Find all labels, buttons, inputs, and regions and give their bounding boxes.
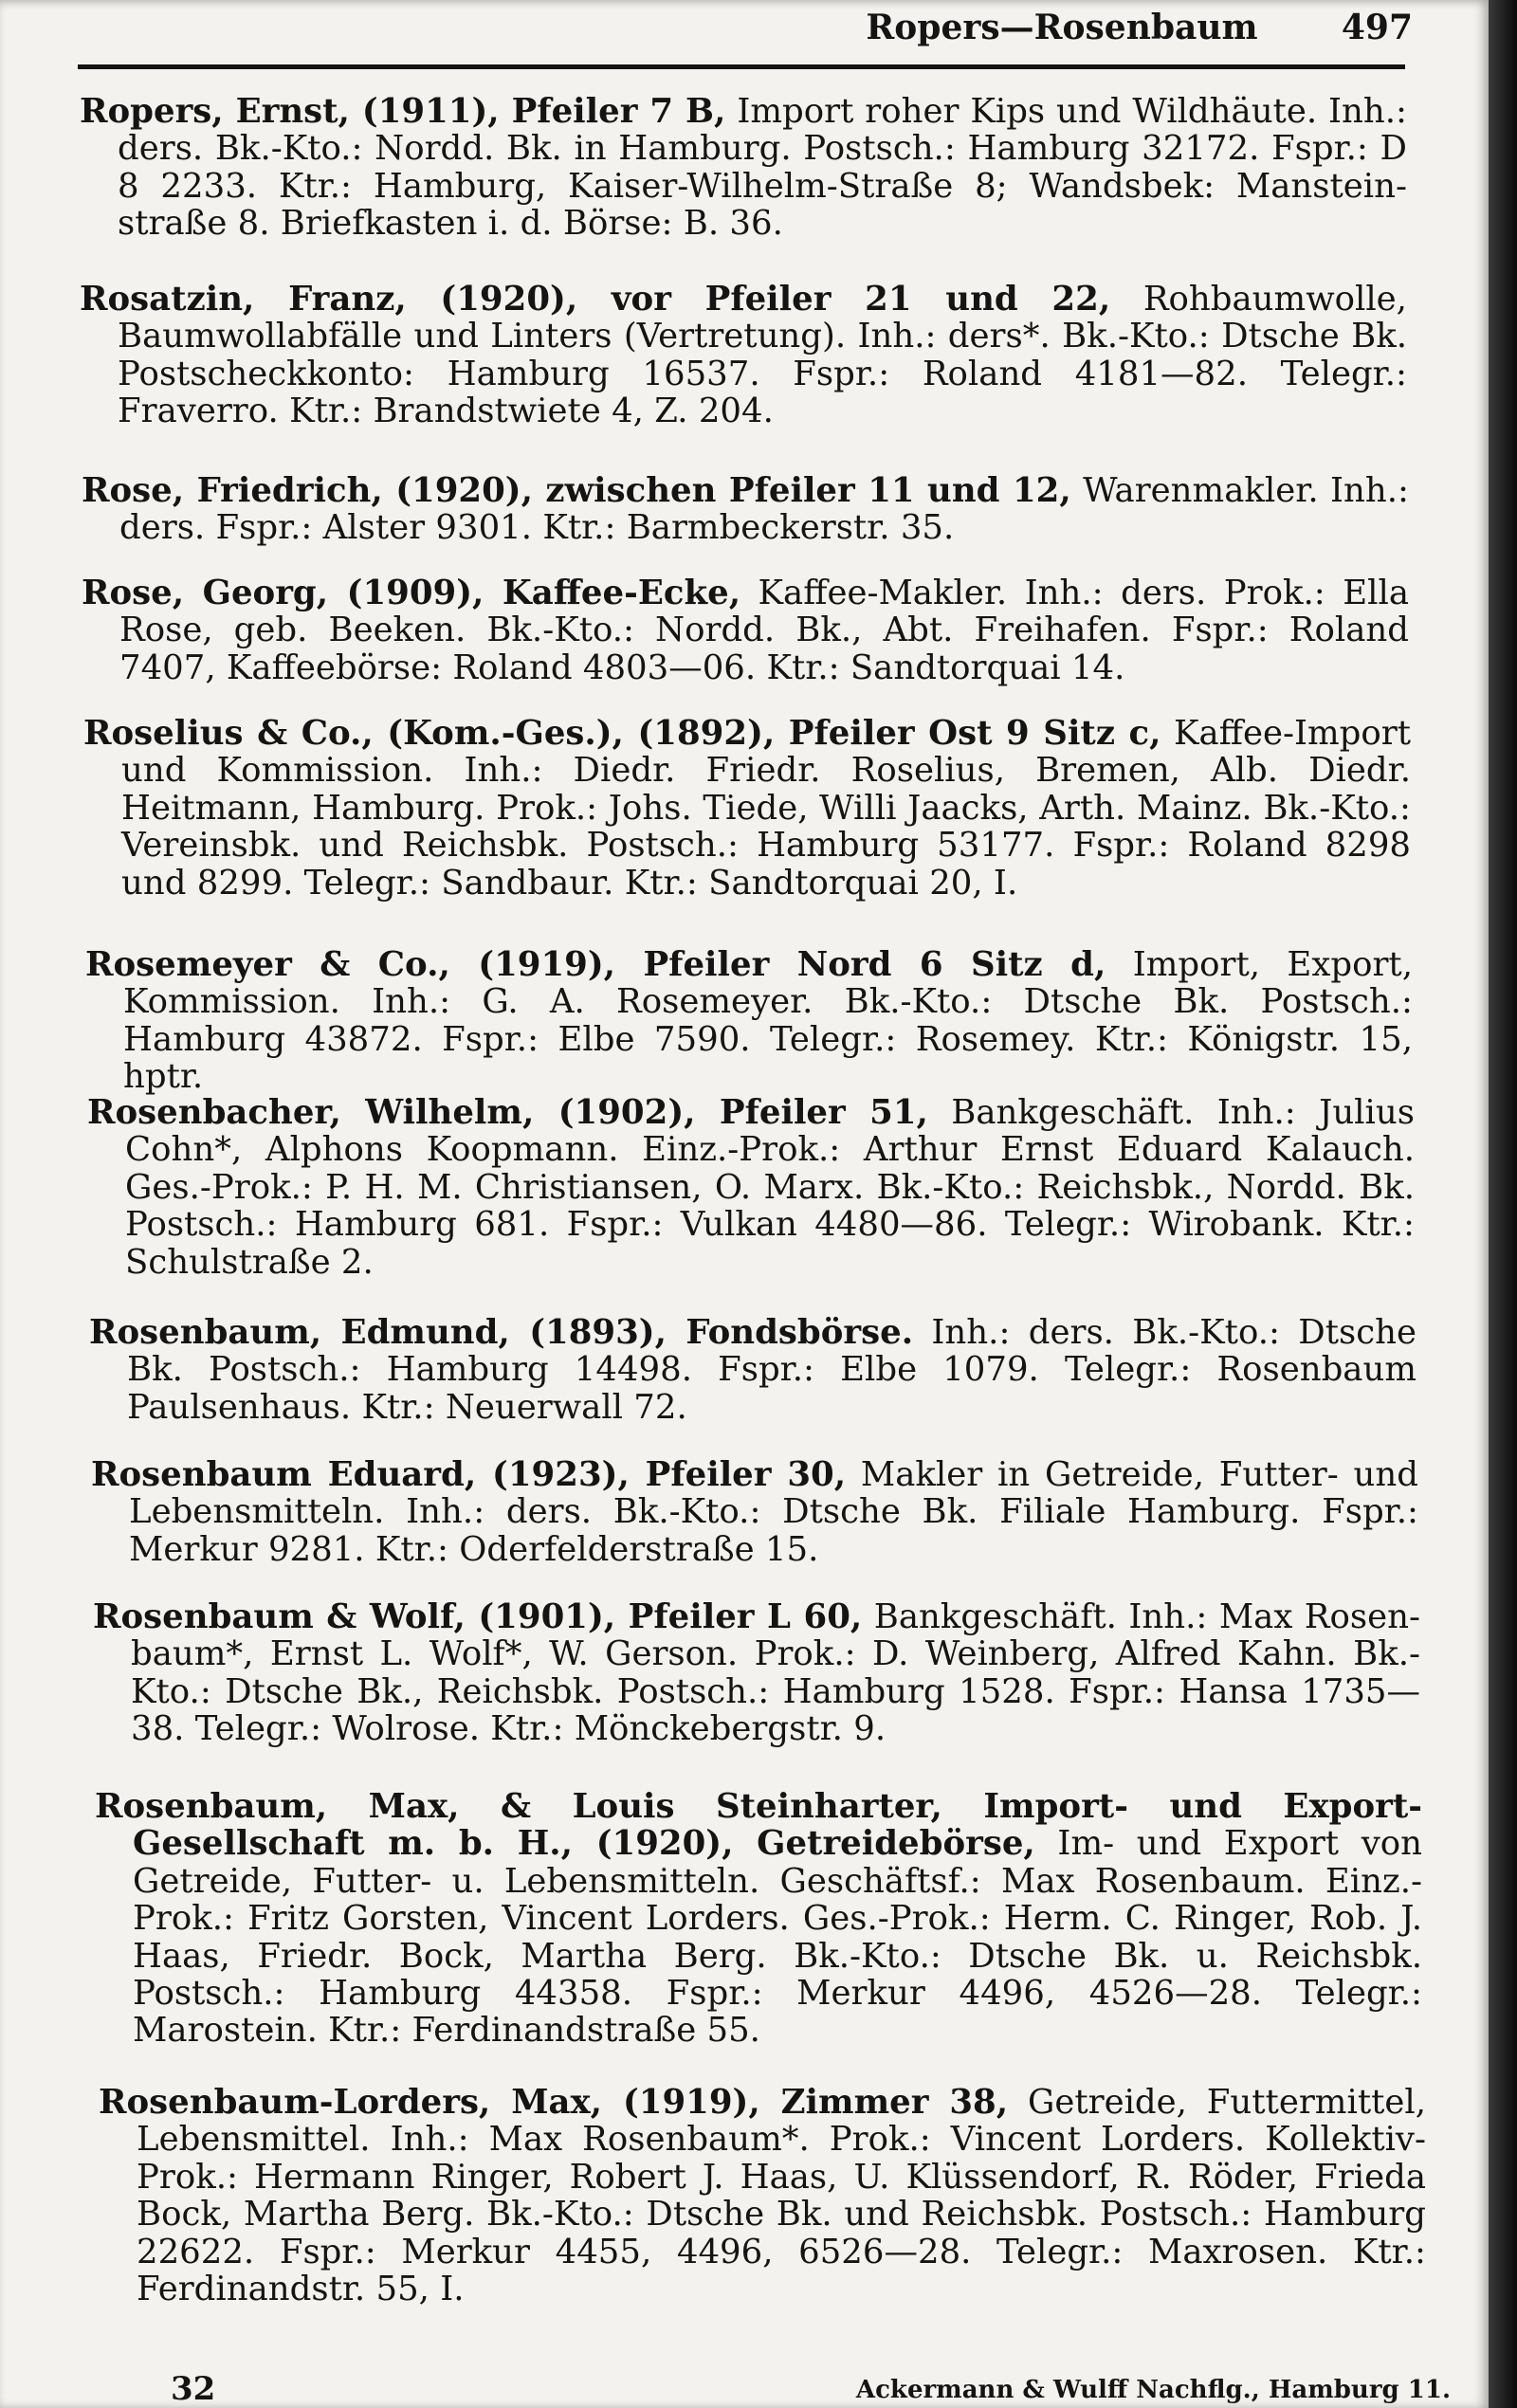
- header-rule: [78, 64, 1405, 69]
- entry-text: Kaffee-Import und Kommission. Inh.: Diedr. Friedr. Roselius, Bremen, Alb. Diedr. Heitmann, Hamburg. Prok.: Johs. Tiede, Willi Jaacks, Arth. Mainz. Bk.-Kto.: Vereinsbk. und Reichsbk. Postsch.: Hamburg 53177. Fspr.: Roland 8298 und 8299. Telegr.: Sandbaur. Ktr.: Sandtorquai 20, I.: [121, 714, 1411, 903]
- entry-text: Rohbaumwolle, Baumwollabfälle und Linters (Vertretung). Inh.: ders*. Bk.-Kto.: Dtsche Bk. Postscheckkonto: Hamburg 16537. Fspr.: Roland 4181—82. Telegr.: Fraverro. Ktr.: Brandstwiete 4, Z. 204.: [118, 280, 1407, 431]
- entry-text: Bankgeschäft. Inh.: Julius Cohn*, Alphons Koopmann. Einz.-Prok.: Arthur Ernst Eduard Kalauch. Ges.-Prok.: P. H. M. Christiansen, O. Marx. Bk.-Kto.: Reichsbk., Nordd. Bk. Postsch.: Hamburg 681. Fspr.: Vulkan 4480—86. Telegr.: Wirobank. Ktr.: Schulstraße 2.: [125, 1093, 1415, 1282]
- entry-heading: Rosatzin, Franz, (1920), vor Pfeiler 21 und 22,: [80, 280, 1111, 319]
- entry-text: Getreide, Futtermittel, Lebensmittel. Inh.: Max Rosenbaum*. Prok.: Vincent Lorders. Kollektiv-Prok.: Hermann Ringer, Robert J. Haas, U. Klüssendorf, R. Röder, Frieda Bock, Martha Berg. Bk.-Kto.: Dtsche Bk. und Reichsbk. Postsch.: Hamburg 22622. Fspr.: Merkur 4455, 4496, 6526—28. Telegr.: Maxrosen. Ktr.: Ferdinandstr. 55, I.: [137, 2083, 1426, 2309]
- entry-heading: Rosenbaum, Edmund, (1893), Fondsbörse.: [89, 1313, 914, 1352]
- entry-text: Import roher Kips und Wildhäute. Inh.: ders. Bk.-Kto.: Nordd. Bk. in Hamburg. Postsch.: Hamburg 32172. Fspr.: D 8 2233. Ktr.: Hamburg, Kaiser-Wilhelm-Straße 8; Wandsbek: Mansteinstraße 8. Briefkasten i. d. Börse: B. 36.: [118, 92, 1407, 244]
- directory-entry: [83, 715, 1411, 902]
- entry-text: Bankgeschäft. Inh.: Max Rosenbaum*, Ernst L. Wolf*, W. Gerson. Prok.: D. Weinberg, Alfred Kahn. Bk.-Kto.: Dtsche Bk., Reichsbk. Postsch.: Hamburg 1528. Fspr.: Hansa 1735—38. Telegr.: Wolrose. Ktr.: Mönckebergstr. 9.: [131, 1597, 1420, 1749]
- entry-text: Makler in Getreide, Futter- und Lebensmitteln. Inh.: ders. Bk.-Kto.: Dtsche Bk. Filiale Hamburg. Fspr.: Merkur 9281. Ktr.: Oderfelderstraße 15.: [129, 1455, 1418, 1569]
- entry-heading: Ropers, Ernst, (1911), Pfeiler 7 B,: [80, 92, 726, 131]
- entry-text: Import, Export, Kommission. Inh.: G. A. Rosemeyer. Bk.-Kto.: Dtsche Bk. Postsch.: Hamburg 43872. Fspr.: Elbe 7590. Telegr.: Rosemey. Ktr.: Königstr. 15, hptr.: [123, 945, 1413, 1097]
- directory-entry: [87, 1094, 1415, 1281]
- directory-entry: [95, 1788, 1422, 2050]
- entry-heading: Rosemeyer & Co., (1919), Pfeiler Nord 6 Sitz d,: [85, 945, 1106, 984]
- running-header-page-number: 497: [1341, 8, 1413, 47]
- directory-entry: [80, 281, 1407, 430]
- entry-text: Kaffee-Makler. Inh.: ders. Prok.: Ella Rose, geb. Beeken. Bk.-Kto.: Nordd. Bk., Abt. Freihafen. Fspr.: Roland 7407, Kaffeebörse: Roland 4803—06. Ktr.: Sandtorquai 14.: [119, 574, 1409, 687]
- entry-text: Im- und Export von Getreide, Futter- u. Lebensmitteln. Geschäftsf.: Max Rosenbaum. Einz.-Prok.: Fritz Gorsten, Vincent Lorders. Ges.-Prok.: Herm. C. Ringer, Rob. J. Haas, Friedr. Bock, Martha Berg. Bk.-Kto.: Dtsche Bk. u. Reichsbk. Postsch.: Hamburg 44358. Fspr.: Merkur 4496, 4526—28. Telegr.: Marostein. Ktr.: Ferdinandstraße 55.: [133, 1824, 1422, 2051]
- footer-publisher: Ackermann & Wulff Nachflg., Hamburg 11.: [855, 2376, 1451, 2404]
- entry-heading: Rosenbacher, Wilhelm, (1902), Pfeiler 51,: [87, 1093, 928, 1132]
- entry-heading: Roselius & Co., (Kom.-Ges.), (1892), Pfeiler Ost 9 Sitz c,: [83, 714, 1161, 753]
- directory-entry: [91, 1456, 1418, 1568]
- entry-heading: Rosenbaum Eduard, (1923), Pfeiler 30,: [91, 1455, 847, 1494]
- entry-heading: Rosenbaum-Lorders, Max, (1919), Zimmer 38,: [99, 2083, 1009, 2122]
- running-header-title: Ropers—Rosenbaum: [866, 8, 1258, 47]
- directory-entry: [99, 2084, 1426, 2308]
- entry-text: Warenmakler. Inh.: ders. Fspr.: Alster 9301. Ktr.: Barmbeckerstr. 35.: [119, 471, 1409, 548]
- page-edge-shadow: [1489, 0, 1517, 2408]
- entry-text: Inh.: ders. Bk.-Kto.: Dtsche Bk. Postsch.: Hamburg 14498. Fspr.: Elbe 1079. Telegr.: Rosenbaum Paulsenhaus. Ktr.: Neuerwall 72.: [127, 1313, 1416, 1427]
- entry-heading: Rose, Georg, (1909), Kaffee-Ecke,: [82, 574, 741, 612]
- entry-heading: Rosenbaum, Max, & Louis Steinharter, Import- und Export-Gesellschaft m. b. H., (1920), Getreidebörse,: [95, 1787, 1422, 1864]
- footer-page-number: 32: [171, 2370, 216, 2408]
- directory-entry: [82, 472, 1409, 547]
- entry-heading: Rosenbaum & Wolf, (1901), Pfeiler L 60,: [93, 1597, 863, 1636]
- directory-entry: [80, 93, 1407, 243]
- entry-heading: Rose, Friedrich, (1920), zwischen Pfeiler 11 und 12,: [82, 471, 1071, 510]
- directory-entry: [85, 946, 1413, 1096]
- directory-entry: [93, 1598, 1420, 1748]
- directory-entry: [82, 575, 1409, 686]
- directory-entry: [89, 1314, 1416, 1426]
